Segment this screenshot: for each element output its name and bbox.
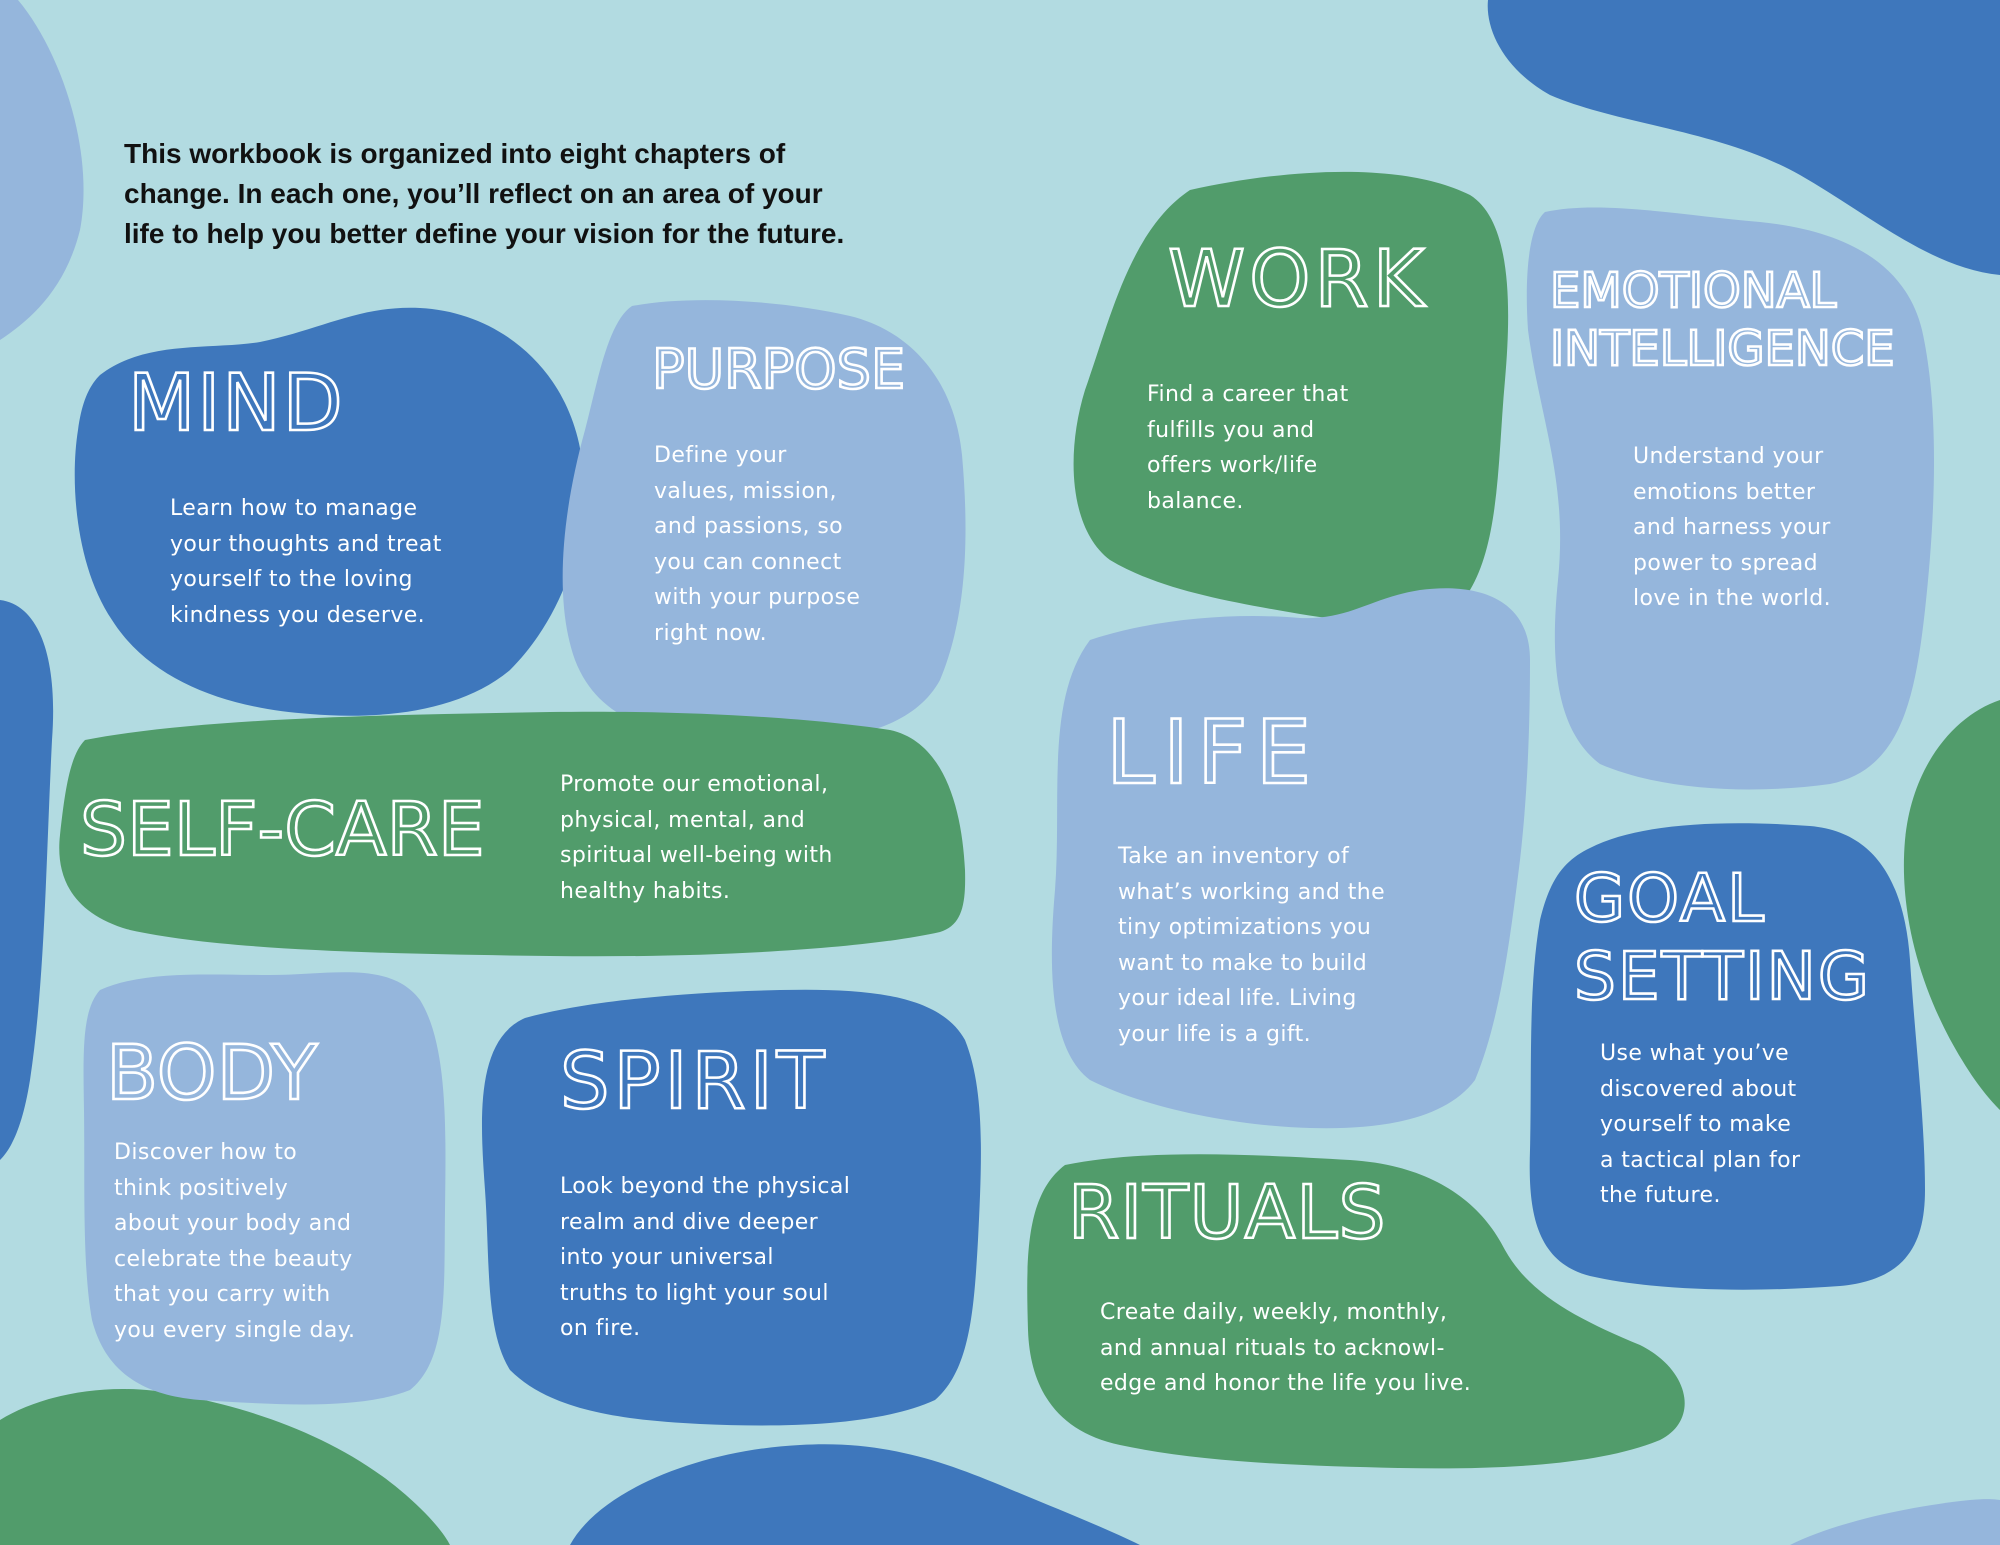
emotional-intelligence-title: EMOTIONAL INTELLIGENCE <box>1550 263 1895 377</box>
self-care-description: Promote our emotional, physical, mental, and spiritual well-being with healthy habits. <box>560 772 833 904</box>
decor-blob-left-mid <box>0 600 53 1160</box>
rituals-title: RITUALS <box>1068 1170 1387 1256</box>
spirit-title: SPIRIT <box>560 1037 829 1127</box>
life-description: Take an inventory of what’s working and the tiny optimizations you want to make to build your ideal life. Living your life is a gift. <box>1118 844 1386 1047</box>
goal-setting-description: Use what you’ve discovered about yourself to make a tactical plan for the future. <box>1600 1041 1801 1208</box>
decor-blob-right-mid <box>1904 700 2000 1110</box>
spirit-description: Look beyond the physical realm and dive deeper into your universal truths to light your soul on fire. <box>560 1174 851 1341</box>
work-description: Find a career that fulfills you and offers work/life balance. <box>1147 382 1349 514</box>
decor-blob-bottom-left <box>0 1389 450 1545</box>
self-care-title: SELF-CARE <box>80 787 485 873</box>
mind-description: Learn how to manage your thoughts and treat yourself to the loving kindness you deserve. <box>170 496 442 628</box>
decor-blob-bottom-right <box>1790 1499 2000 1545</box>
goal-setting-title: GOAL SETTING <box>1574 860 1872 1015</box>
decor-blob-top-left <box>0 0 84 340</box>
purpose-description: Define your values, mission, and passions, so you can connect with your purpose right now. <box>654 443 861 646</box>
life-title: LIFE <box>1106 701 1320 804</box>
emotional-intelligence-description: Understand your emotions better and harness your power to spread love in the world. <box>1633 444 1832 611</box>
body-description: Discover how to think positively about your body and celebrate the beauty that you carry with you every single day. <box>114 1140 356 1343</box>
decor-blob-bottom-center <box>570 1444 1140 1545</box>
rituals-description: Create daily, weekly, monthly, and annual rituals to acknowl- edge and honor the life you live. <box>1100 1300 1472 1396</box>
mind-title: MIND <box>128 359 345 449</box>
work-title: WORK <box>1168 235 1428 325</box>
purpose-title: PURPOSE <box>652 338 906 401</box>
intro-text: This workbook is organized into eight chapters of change. In each one, you’ll reflect on an area of your life to help you better define your vision for the future. <box>124 138 845 249</box>
body-title: BODY <box>106 1028 318 1117</box>
